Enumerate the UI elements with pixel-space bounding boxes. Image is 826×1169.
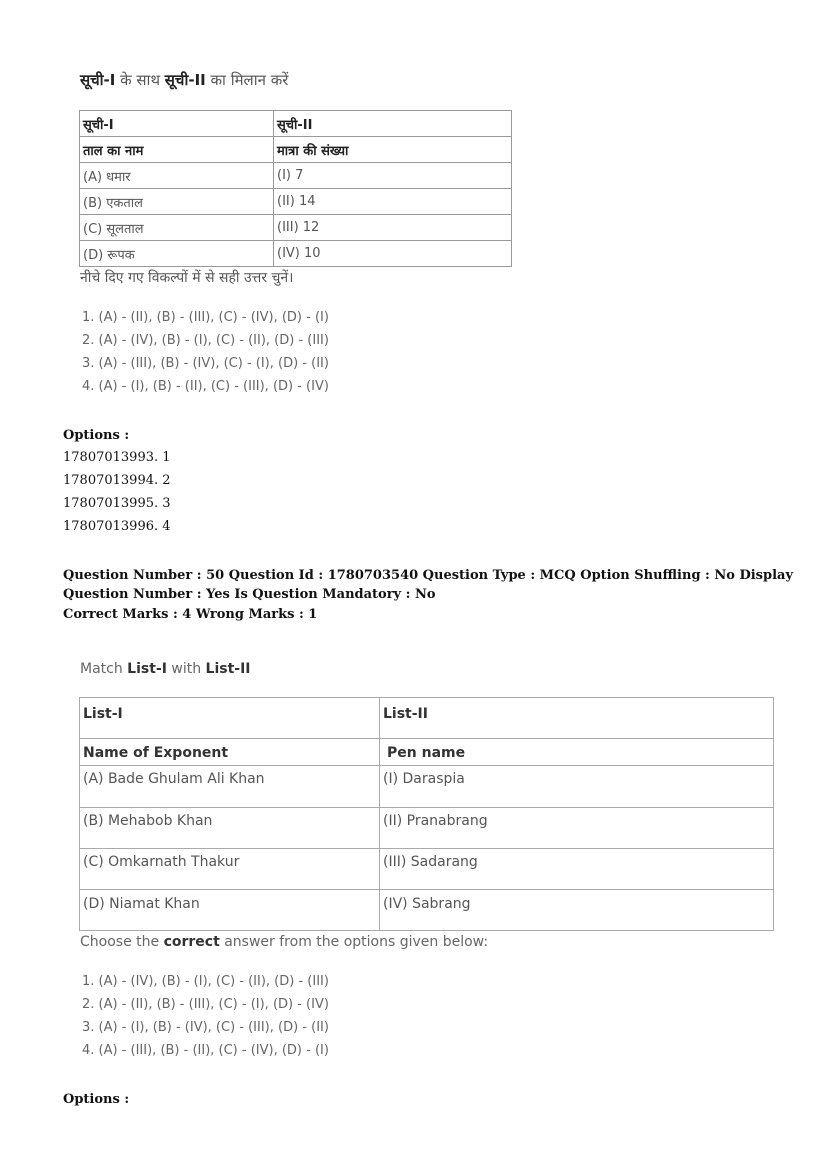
answer-choice: 3. (A) - (III), (B) - (IV), (C) - (I), (D) - (II) (82, 356, 329, 371)
table-cell: (C) सूलताल (80, 215, 274, 241)
title-suffix: का मिलान करें (205, 71, 289, 89)
table-row (80, 163, 512, 189)
table-cell: (B) Mehabob Khan (83, 813, 213, 829)
table-header-cell: ताल का नाम (80, 137, 274, 163)
table-row (80, 189, 512, 215)
table-header-cell: सूची-I (80, 111, 274, 137)
table-cell: (II) 14 (274, 189, 512, 215)
list-1-label: List-I (127, 661, 167, 677)
option-id: 17807013995. 3 (63, 496, 171, 511)
match-table-english (79, 697, 774, 931)
question-title-english (80, 661, 251, 677)
option-id: 17807013996. 4 (63, 519, 171, 534)
title-connector: with (166, 661, 206, 677)
table-cell: (A) धमार (80, 163, 274, 189)
table-header-cell: सूची-II (274, 111, 512, 137)
table-header-cell: List-I (83, 706, 123, 722)
answer-choice: 2. (A) - (IV), (B) - (I), (C) - (II), (D) - (III) (82, 333, 329, 348)
answer-choice: 3. (A) - (I), (B) - (IV), (C) - (III), (D) - (II) (82, 1020, 329, 1035)
question-title-hindi (80, 70, 288, 90)
match-table-hindi (79, 110, 512, 267)
answer-choice: 1. (A) - (II), (B) - (III), (C) - (IV), (D) - (I) (82, 310, 329, 325)
instruction-emphasis: correct (163, 934, 220, 950)
list-1-label: सूची-I (80, 71, 116, 89)
answer-choices-english (82, 974, 329, 1066)
table-row (80, 215, 512, 241)
answer-choice: 4. (A) - (I), (B) - (II), (C) - (III), (D) - (IV) (82, 379, 329, 394)
table-row (80, 241, 512, 267)
table-header-cell: Name of Exponent (83, 745, 229, 761)
table-cell: (IV) 10 (274, 241, 512, 267)
options-label: Options : (63, 428, 130, 443)
answer-choice: 2. (A) - (II), (B) - (III), (C) - (I), (D) - (IV) (82, 997, 329, 1012)
answer-choice: 1. (A) - (IV), (B) - (I), (C) - (II), (D) - (III) (82, 974, 329, 989)
table-header-cell: List-II (383, 706, 428, 722)
list-2-label: सूची-II (164, 71, 206, 89)
question-meta-marks: Correct Marks : 4 Wrong Marks : 1 (63, 607, 318, 622)
question-instruction-english (80, 934, 488, 950)
table-cell: (IV) Sabrang (383, 896, 471, 912)
options-label: Options : (63, 1092, 130, 1107)
title-connector: के साथ (115, 71, 165, 89)
table-cell: (A) Bade Ghulam Ali Khan (83, 771, 265, 787)
option-id: 17807013994. 2 (63, 473, 171, 488)
table-cell: (D) रूपक (80, 241, 274, 267)
table-cell: (III) 12 (274, 215, 512, 241)
table-cell: (D) Niamat Khan (83, 896, 200, 912)
question-meta-line: Question Number : 50 Question Id : 1780703540 Question Type : MCQ Option Shuffling : No Display (63, 568, 793, 583)
table-header-cell: मात्रा की संख्या (274, 137, 512, 163)
table-cell: (II) Pranabrang (383, 813, 488, 829)
option-id: 17807013993. 1 (63, 450, 171, 465)
table-cell: (I) 7 (274, 163, 512, 189)
question-instruction-hindi: नीचे दिए गए विकल्पों में से सही उत्तर चुनें। (80, 270, 294, 286)
answer-choices-hindi (82, 310, 329, 402)
table-subheader-row (80, 137, 512, 163)
table-header-cell: Pen name (387, 745, 466, 761)
list-2-label: List-II (205, 661, 251, 677)
table-cell: (C) Omkarnath Thakur (83, 854, 240, 870)
answer-choice: 4. (A) - (III), (B) - (II), (C) - (IV), (D) - (I) (82, 1043, 329, 1058)
instruction-prefix: Choose the (80, 934, 164, 950)
instruction-suffix: answer from the options given below: (219, 934, 489, 950)
table-cell: (I) Daraspia (383, 771, 465, 787)
table-cell: (III) Sadarang (383, 854, 478, 870)
table-cell: (B) एकताल (80, 189, 274, 215)
table-header-row (80, 111, 512, 137)
question-meta-line: Question Number : Yes Is Question Mandatory : No (63, 587, 436, 602)
title-prefix: Match (80, 661, 128, 677)
